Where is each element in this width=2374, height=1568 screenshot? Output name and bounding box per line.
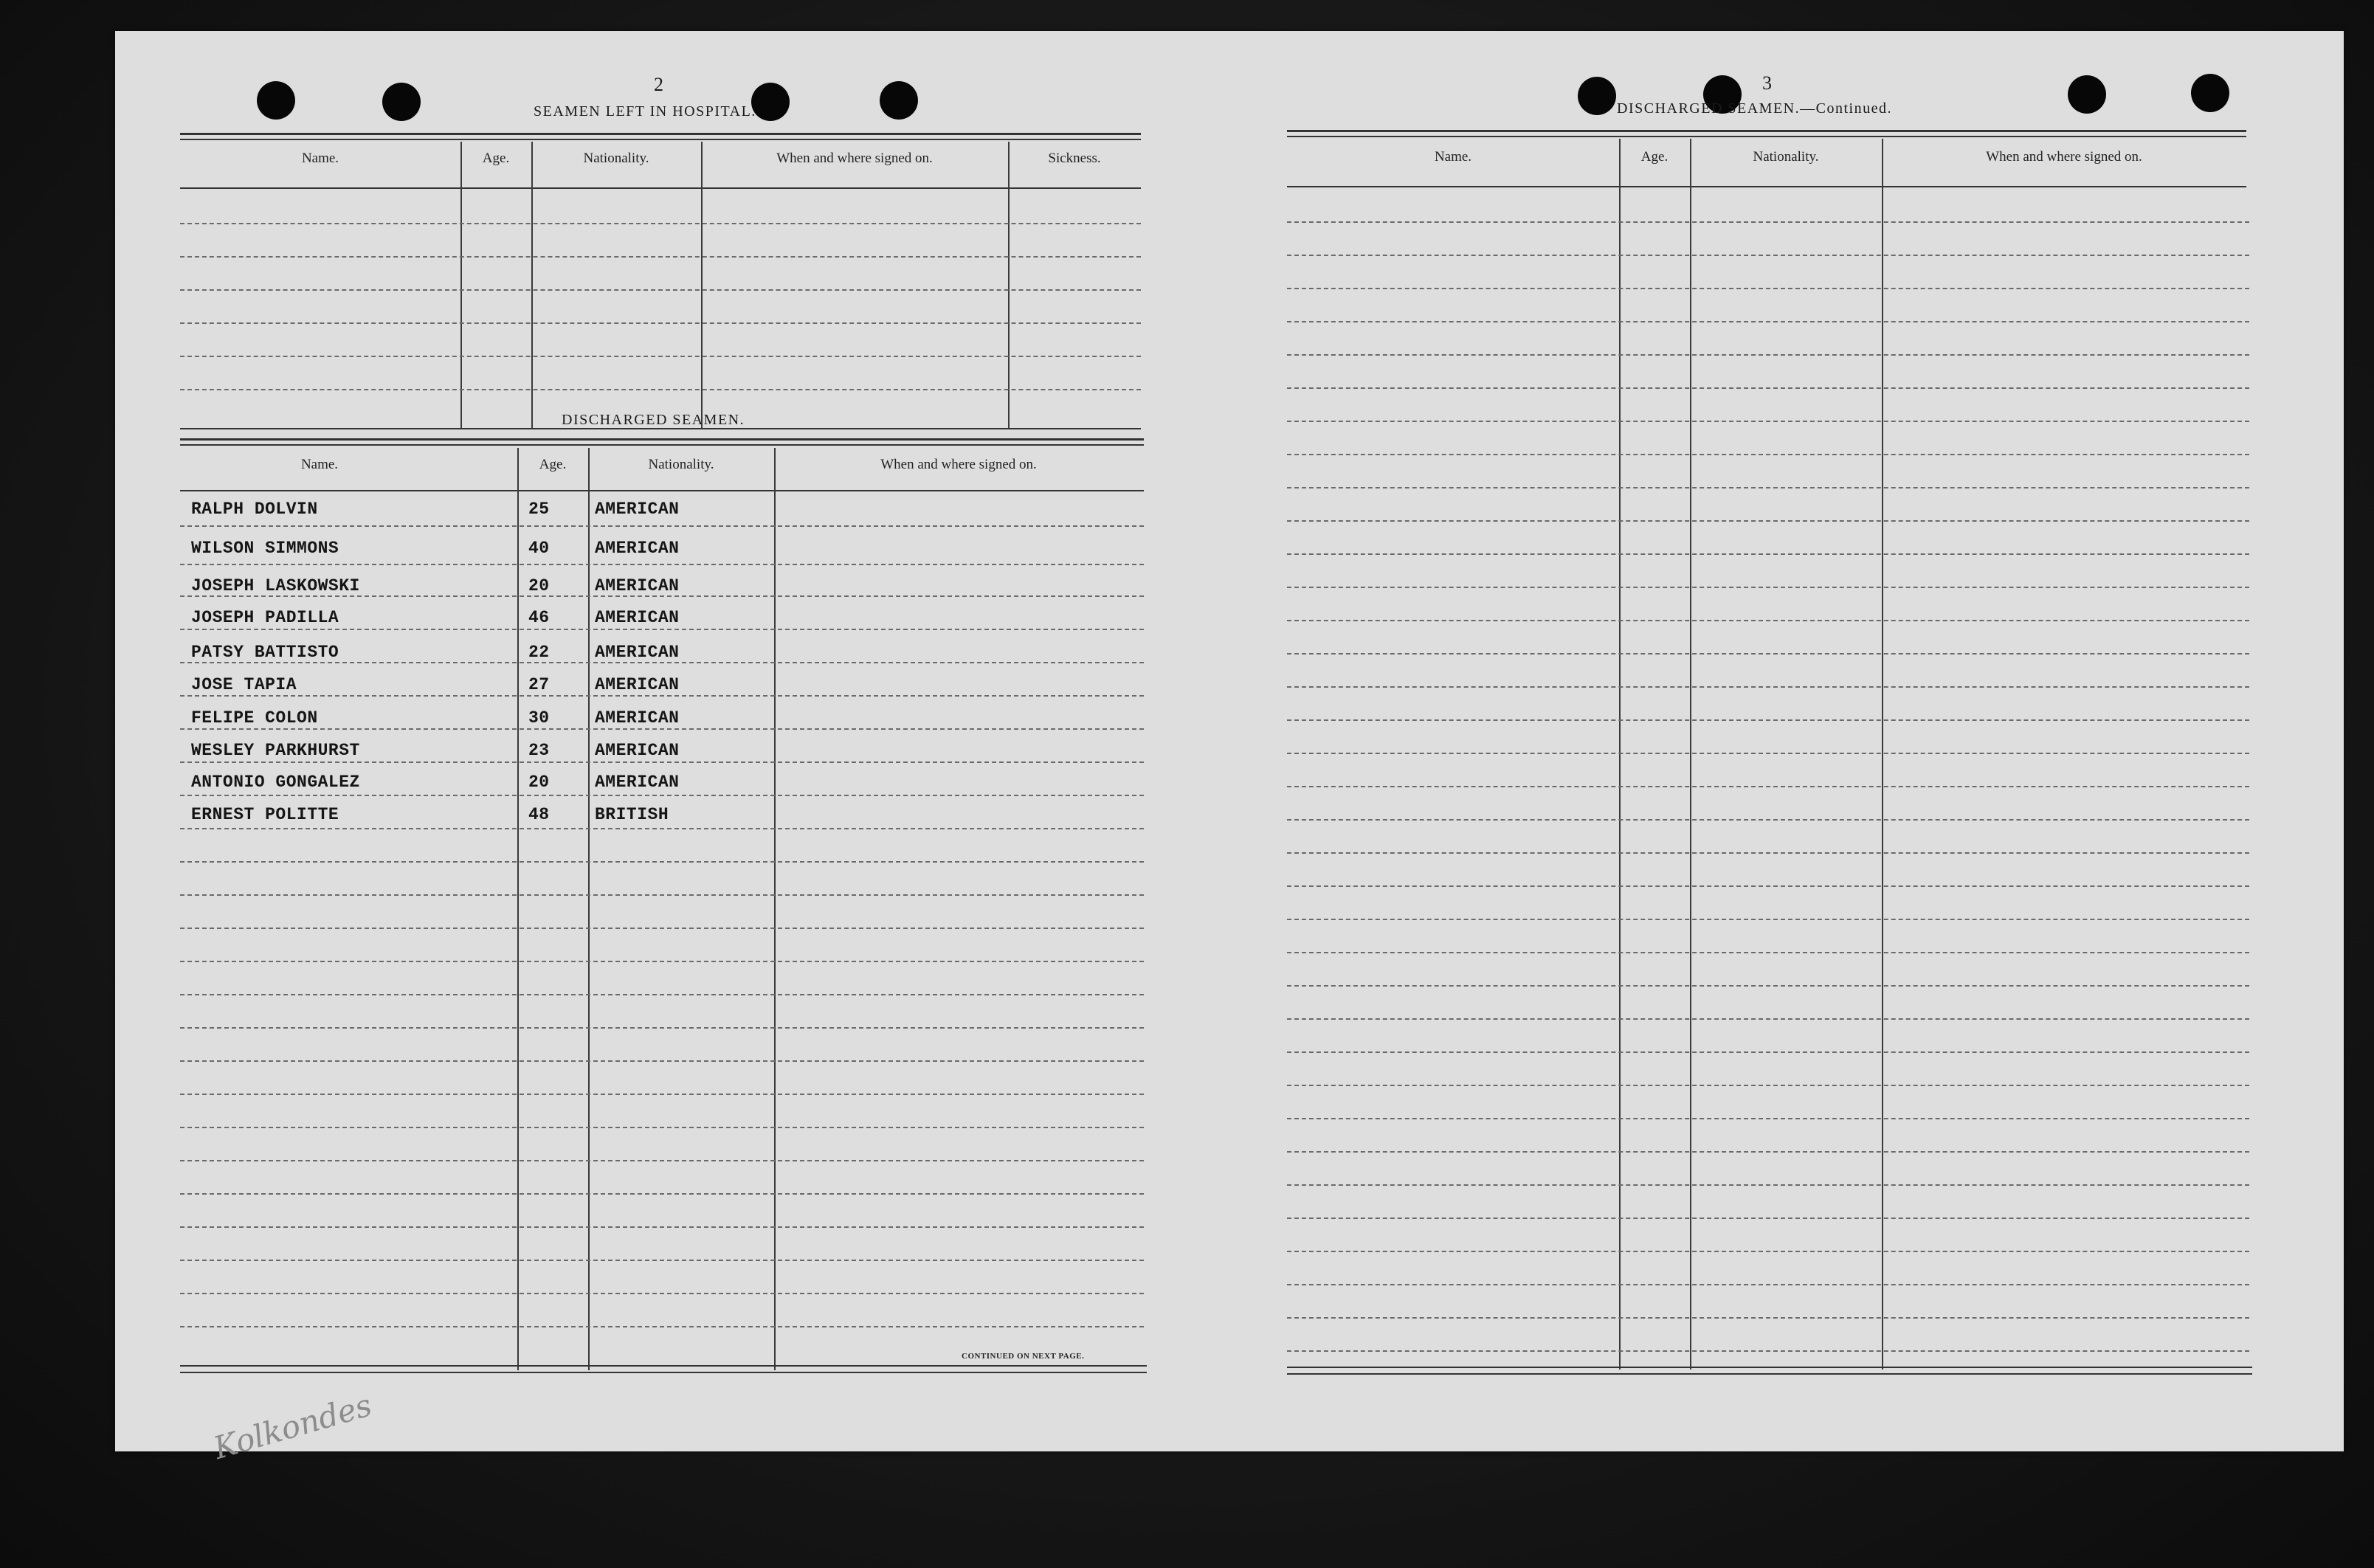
seaman-age: 20 bbox=[528, 773, 550, 792]
column-divider bbox=[1008, 142, 1010, 429]
row-line bbox=[1287, 852, 2249, 854]
seaman-nationality: AMERICAN bbox=[595, 773, 680, 792]
row-line bbox=[1287, 221, 2249, 223]
row-line bbox=[1287, 1251, 2249, 1252]
header-rule bbox=[1287, 186, 2246, 187]
section-rule bbox=[180, 1365, 1147, 1367]
seaman-name: WESLEY PARKHURST bbox=[191, 741, 360, 760]
row-line bbox=[180, 1160, 1144, 1161]
column-header-nationality: Nationality. bbox=[1753, 149, 1819, 165]
row-line bbox=[180, 928, 1144, 929]
row-line bbox=[1287, 288, 2249, 289]
row-line bbox=[1287, 1051, 2249, 1053]
row-line bbox=[1287, 553, 2249, 555]
blank-row-line bbox=[180, 322, 1141, 324]
column-header-age: Age. bbox=[539, 457, 567, 472]
hospital-section-title: SEAMEN LEFT IN HOSPITAL. bbox=[534, 103, 756, 120]
seaman-name: ANTONIO GONGALEZ bbox=[191, 773, 360, 792]
seaman-name: WILSON SIMMONS bbox=[191, 539, 339, 558]
section-rule bbox=[1287, 1367, 2252, 1368]
row-line bbox=[1287, 1350, 2249, 1352]
section-rule bbox=[1287, 1373, 2252, 1375]
seaman-age: 46 bbox=[528, 608, 550, 627]
column-header-nationality: Nationality. bbox=[583, 151, 649, 166]
row-line bbox=[180, 728, 1144, 730]
blank-row-line bbox=[180, 356, 1141, 357]
section-rule bbox=[180, 133, 1141, 135]
seaman-name: PATSY BATTISTO bbox=[191, 643, 339, 662]
row-line bbox=[180, 1293, 1144, 1294]
row-line bbox=[1287, 255, 2249, 256]
column-header-signed-on: When and where signed on. bbox=[776, 151, 933, 166]
row-line bbox=[1287, 719, 2249, 721]
row-line bbox=[1287, 686, 2249, 688]
discharged-continued-title: DISCHARGED SEAMEN.—Continued. bbox=[1617, 100, 1892, 117]
row-line bbox=[1287, 1317, 2249, 1319]
seaman-name: FELIPE COLON bbox=[191, 708, 318, 728]
row-line bbox=[1287, 620, 2249, 621]
row-line bbox=[1287, 653, 2249, 655]
seaman-age: 27 bbox=[528, 675, 550, 694]
punch-hole bbox=[257, 81, 295, 120]
seaman-name: ERNEST POLITTE bbox=[191, 805, 339, 824]
seaman-age: 48 bbox=[528, 805, 550, 824]
row-line bbox=[180, 994, 1144, 995]
row-line bbox=[180, 695, 1144, 697]
column-header-nationality: Nationality. bbox=[648, 457, 714, 472]
seaman-name: JOSEPH LASKOWSKI bbox=[191, 576, 360, 595]
column-header-age: Age. bbox=[1640, 149, 1669, 165]
row-line bbox=[180, 961, 1144, 962]
seaman-name: JOSE TAPIA bbox=[191, 675, 297, 694]
seaman-age: 40 bbox=[528, 539, 550, 558]
seaman-name: RALPH DOLVIN bbox=[191, 500, 318, 519]
row-line bbox=[1287, 919, 2249, 920]
column-divider bbox=[774, 448, 776, 1370]
row-line bbox=[180, 595, 1144, 597]
row-line bbox=[1287, 1284, 2249, 1285]
seaman-nationality: AMERICAN bbox=[595, 741, 680, 760]
row-line bbox=[180, 861, 1144, 863]
row-line bbox=[1287, 952, 2249, 953]
section-rule bbox=[180, 444, 1144, 446]
row-line bbox=[180, 662, 1144, 663]
column-divider bbox=[588, 448, 590, 1370]
seaman-nationality: BRITISH bbox=[595, 805, 669, 824]
row-line bbox=[180, 761, 1144, 763]
row-line bbox=[180, 894, 1144, 896]
seaman-name: JOSEPH PADILLA bbox=[191, 608, 339, 627]
row-line bbox=[1287, 520, 2249, 522]
column-divider bbox=[531, 142, 533, 429]
row-line bbox=[180, 1094, 1144, 1095]
row-line bbox=[1287, 1218, 2249, 1219]
row-line bbox=[1287, 487, 2249, 488]
punch-hole bbox=[880, 81, 918, 120]
seaman-nationality: AMERICAN bbox=[595, 608, 680, 627]
seaman-age: 25 bbox=[528, 500, 550, 519]
punch-hole bbox=[382, 83, 421, 121]
punch-hole bbox=[1578, 77, 1616, 115]
pencil-annotation: Kolkondes bbox=[210, 1386, 376, 1467]
continued-note: CONTINUED ON NEXT PAGE. bbox=[962, 1352, 1085, 1361]
row-line bbox=[1287, 354, 2249, 356]
row-line bbox=[180, 1027, 1144, 1029]
column-header-age: Age. bbox=[482, 151, 510, 166]
column-header-name: Name. bbox=[301, 151, 339, 166]
row-line bbox=[180, 1127, 1144, 1128]
section-rule bbox=[1287, 136, 2246, 137]
header-rule bbox=[180, 187, 1141, 189]
row-line bbox=[1287, 1018, 2249, 1020]
blank-row-line bbox=[180, 289, 1141, 291]
seaman-nationality: AMERICAN bbox=[595, 576, 680, 595]
row-line bbox=[1287, 421, 2249, 422]
row-line bbox=[180, 629, 1144, 630]
row-line bbox=[1287, 1085, 2249, 1086]
punch-hole bbox=[2068, 75, 2106, 114]
row-line bbox=[1287, 321, 2249, 322]
row-line bbox=[1287, 454, 2249, 455]
seaman-age: 20 bbox=[528, 576, 550, 595]
header-rule bbox=[180, 490, 1144, 491]
row-line bbox=[1287, 1118, 2249, 1119]
seaman-age: 22 bbox=[528, 643, 550, 662]
row-line bbox=[180, 525, 1144, 527]
row-line bbox=[180, 828, 1144, 829]
seaman-nationality: AMERICAN bbox=[595, 500, 680, 519]
seaman-age: 30 bbox=[528, 708, 550, 728]
page-number: 3 bbox=[1762, 72, 1772, 94]
seaman-nationality: AMERICAN bbox=[595, 643, 680, 662]
row-line bbox=[180, 1193, 1144, 1195]
row-line bbox=[1287, 819, 2249, 821]
row-line bbox=[180, 1060, 1144, 1062]
row-line bbox=[1287, 753, 2249, 754]
column-divider bbox=[517, 448, 519, 1370]
punch-hole bbox=[2191, 74, 2229, 112]
column-divider bbox=[460, 142, 462, 429]
column-header-signed-on: When and where signed on. bbox=[1986, 149, 2142, 165]
row-line bbox=[1287, 587, 2249, 588]
row-line bbox=[1287, 1151, 2249, 1153]
column-divider bbox=[701, 142, 703, 429]
section-rule bbox=[180, 139, 1141, 140]
column-header-sickness: Sickness. bbox=[1048, 151, 1101, 166]
seaman-nationality: AMERICAN bbox=[595, 708, 680, 728]
seaman-nationality: AMERICAN bbox=[595, 675, 680, 694]
section-rule bbox=[180, 1372, 1147, 1373]
document-spread bbox=[115, 31, 2344, 1467]
page-number: 2 bbox=[654, 74, 663, 95]
blank-row-line bbox=[180, 389, 1141, 390]
discharged-section-title: DISCHARGED SEAMEN. bbox=[562, 412, 745, 428]
punch-hole bbox=[751, 83, 790, 121]
row-line bbox=[1287, 985, 2249, 987]
row-line bbox=[1287, 786, 2249, 787]
column-header-name: Name. bbox=[300, 457, 339, 472]
row-line bbox=[180, 1326, 1144, 1327]
seaman-nationality: AMERICAN bbox=[595, 539, 680, 558]
blank-row-line bbox=[180, 223, 1141, 224]
column-header-signed-on: When and where signed on. bbox=[880, 457, 1037, 472]
row-line bbox=[1287, 885, 2249, 887]
row-line bbox=[180, 1226, 1144, 1228]
section-rule bbox=[180, 438, 1144, 441]
row-line bbox=[180, 795, 1144, 796]
row-line bbox=[1287, 1184, 2249, 1186]
section-rule bbox=[1287, 130, 2246, 132]
seaman-age: 23 bbox=[528, 741, 550, 760]
row-line bbox=[1287, 387, 2249, 389]
blank-row-line bbox=[180, 256, 1141, 258]
row-line bbox=[180, 564, 1144, 565]
row-line bbox=[180, 1260, 1144, 1261]
column-header-name: Name. bbox=[1434, 149, 1472, 165]
